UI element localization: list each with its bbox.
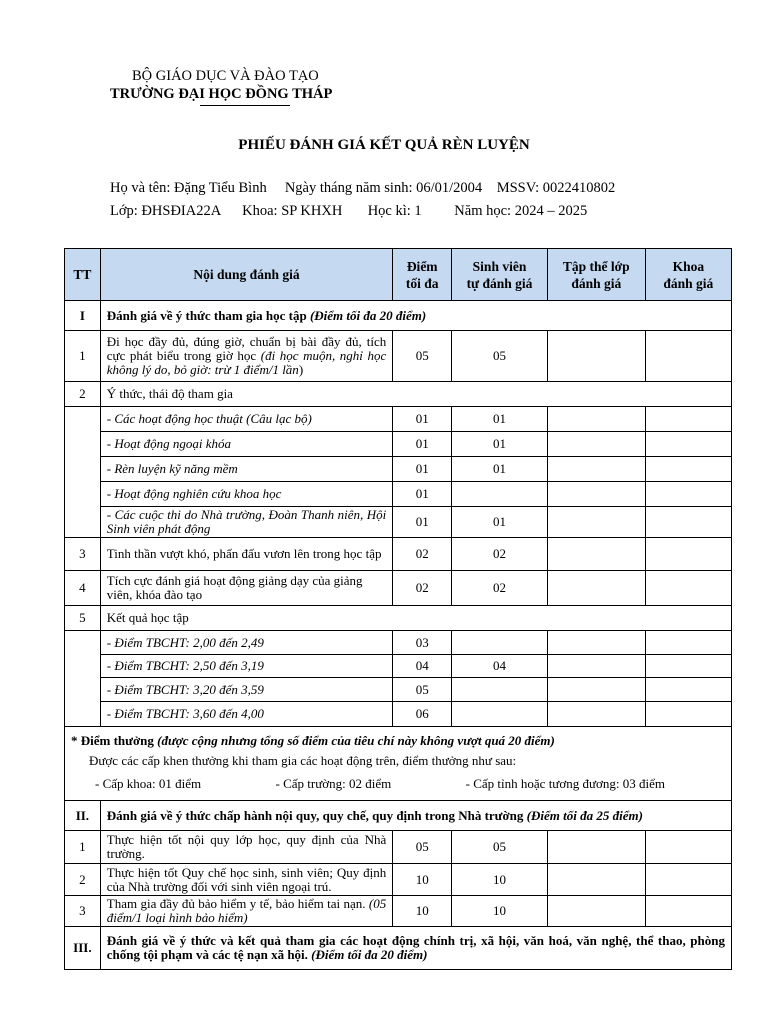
header-self	[452, 249, 548, 301]
row-max: 02	[393, 538, 452, 571]
table-row	[65, 432, 732, 457]
row-faculty-score[interactable]	[645, 896, 731, 927]
row-class-score[interactable]	[547, 538, 645, 571]
year-label: Năm học:	[454, 203, 512, 219]
header-content: Nội dung đánh giá	[100, 249, 392, 301]
row-content: Thực hiện tốt nội quy lớp học, quy định của Nhà trường.	[100, 831, 392, 864]
header-self-line2: tự đánh giá	[466, 275, 533, 291]
row-class-score[interactable]	[547, 457, 645, 482]
bonus-title-text: * Điểm thưởng	[71, 732, 154, 748]
section-2-row	[65, 801, 732, 831]
row-max: 10	[393, 864, 452, 896]
section-3-number: III.	[65, 927, 101, 970]
row-class-score[interactable]	[547, 507, 645, 538]
class-label: Lớp:	[110, 203, 138, 219]
row-class-score[interactable]	[547, 678, 645, 702]
row-max: 02	[393, 571, 452, 606]
header-max	[393, 249, 452, 301]
row-class-score[interactable]	[547, 896, 645, 927]
section-2-title-text: Đánh giá về ý thức chấp hành nội quy, quy chế, quy định trong Nhà trường	[106, 807, 524, 823]
dob-label: Ngày tháng năm sinh:	[284, 180, 413, 196]
table-row	[65, 631, 732, 655]
row-faculty-score[interactable]	[645, 831, 731, 864]
section-3-title-note: (Điểm tối đa 20 điểm)	[311, 947, 428, 962]
table-row	[65, 702, 732, 727]
row-max: 10	[393, 896, 452, 927]
row-class-score[interactable]	[547, 864, 645, 896]
row-content: Kết quả học tập	[100, 606, 731, 631]
row-faculty-score[interactable]	[645, 432, 731, 457]
row-content: Tinh thần vượt khó, phấn đấu vươn lên trong học tập	[100, 538, 392, 571]
row-note: (05 điểm/1 loại hình bảo hiểm)	[106, 896, 387, 925]
row-self: 02	[452, 538, 548, 571]
row-max: 05	[393, 678, 452, 702]
table-row	[65, 864, 732, 896]
row-content: - Điểm TBCHT: 3,60 đến 4,00	[100, 702, 392, 727]
table-row	[65, 571, 732, 606]
row-content	[100, 331, 392, 382]
row-max: 01	[393, 482, 452, 507]
row-class-score[interactable]	[547, 571, 645, 606]
row-max: 05	[393, 331, 452, 382]
section-1-title	[100, 301, 731, 331]
row-faculty-score[interactable]	[645, 631, 731, 655]
bonus-school-level: - Cấp trường: 02 điểm	[275, 775, 392, 791]
header-class-line1: Tập thể lớp	[562, 258, 630, 274]
row-class-score[interactable]	[547, 831, 645, 864]
student-faculty: SP KHXH	[281, 203, 343, 219]
row-content: Thực hiện tốt Quy chế học sinh, sinh viên; Quy định của Nhà trường đối với sinh viên ngoại trú.	[100, 864, 392, 896]
header-faculty-line2: đánh giá	[663, 275, 714, 291]
row-faculty-score[interactable]	[645, 538, 731, 571]
row-self: 02	[452, 571, 548, 606]
row-tt: 1	[65, 331, 101, 382]
table-row	[65, 655, 732, 678]
row-faculty-score[interactable]	[645, 331, 731, 382]
student-name: Đặng Tiểu Bình	[174, 180, 267, 196]
row-tt: 5	[65, 606, 101, 631]
row-note-close: )	[298, 362, 304, 377]
row-content: - Hoạt động nghiên cứu khoa học	[100, 482, 392, 507]
row-content: - Điểm TBCHT: 2,50 đến 3,19	[100, 655, 392, 678]
row-text: Tham gia đầy đủ bảo hiểm y tế, bảo hiểm tai nạn.	[106, 896, 366, 911]
header-class-line2: đánh giá	[571, 275, 622, 291]
row-class-score[interactable]	[547, 482, 645, 507]
row-self	[452, 702, 548, 727]
row-content: - Rèn luyện kỹ năng mềm	[100, 457, 392, 482]
table-header-row	[65, 249, 732, 301]
row-tt: 2	[65, 382, 101, 407]
header-self-line1: Sinh viên	[472, 258, 527, 274]
row-self: 01	[452, 457, 548, 482]
id-label: MSSV:	[496, 180, 540, 196]
row-faculty-score[interactable]	[645, 571, 731, 606]
row-tt-blank	[65, 631, 101, 727]
row-faculty-score[interactable]	[645, 702, 731, 727]
school-underline	[200, 105, 290, 106]
bonus-faculty-level: - Cấp khoa: 01 điểm	[95, 775, 202, 791]
section-1-title-note: (Điểm tối đa 20 điểm)	[309, 307, 427, 323]
row-content: Ý thức, thái độ tham gia	[100, 382, 731, 407]
row-max: 05	[393, 831, 452, 864]
row-class-score[interactable]	[547, 432, 645, 457]
row-faculty-score[interactable]	[645, 407, 731, 432]
header-max-line2: tối đa	[405, 275, 439, 291]
table-row	[65, 831, 732, 864]
row-text: Đi học đầy đủ, đúng giờ, chuẩn bị bài đầy đủ, tích cực phát biểu trong giờ học	[106, 334, 387, 363]
student-id: 0022410802	[542, 180, 616, 196]
table-row	[65, 678, 732, 702]
student-info-line-1	[110, 180, 615, 197]
document-title: PHIẾU ĐÁNH GIÁ KẾT QUẢ RÈN LUYỆN	[238, 137, 530, 153]
bonus-row	[65, 727, 732, 801]
row-max: 01	[393, 507, 452, 538]
section-3-row	[65, 927, 732, 970]
row-tt: 4	[65, 571, 101, 606]
section-1-number: I	[65, 301, 101, 331]
table-row	[65, 606, 732, 631]
student-info-line-2	[110, 203, 587, 220]
row-class-score[interactable]	[547, 407, 645, 432]
section-2-number: II.	[65, 801, 101, 831]
row-self: 01	[452, 432, 548, 457]
bonus-province-level: - Cấp tỉnh hoặc tương đương: 03 điểm	[465, 775, 665, 791]
school-name: TRƯỜNG ĐẠI HỌC ĐỒNG THÁP	[110, 86, 333, 102]
row-self	[452, 631, 548, 655]
section-2-title-note: (Điểm tối đa 25 điểm)	[526, 807, 643, 823]
row-content: Tích cực đánh giá hoạt động giảng dạy của giảng viên, khóa đào tạo	[100, 571, 392, 606]
semester-label: Học kì:	[367, 203, 411, 219]
student-dob: 06/01/2004	[416, 180, 483, 196]
row-self	[452, 482, 548, 507]
table-row	[65, 482, 732, 507]
row-max: 01	[393, 432, 452, 457]
header-faculty	[645, 249, 731, 301]
student-semester: 1	[414, 203, 422, 219]
faculty-label: Khoa:	[242, 203, 278, 219]
student-class: ĐHSĐIA22A	[141, 203, 221, 219]
header-tt: TT	[65, 249, 101, 301]
row-self: 05	[452, 331, 548, 382]
row-max: 03	[393, 631, 452, 655]
row-faculty-score[interactable]	[645, 507, 731, 538]
evaluation-table	[64, 248, 732, 970]
table-row	[65, 507, 732, 538]
row-content: - Hoạt động ngoại khóa	[100, 432, 392, 457]
row-tt: 3	[65, 896, 101, 927]
header-class	[547, 249, 645, 301]
section-2-title	[100, 801, 731, 831]
bonus-levels	[71, 772, 725, 796]
table-row	[65, 538, 732, 571]
row-tt: 1	[65, 831, 101, 864]
row-self: 01	[452, 407, 548, 432]
row-max: 01	[393, 407, 452, 432]
table-row	[65, 331, 732, 382]
row-max: 06	[393, 702, 452, 727]
name-label: Họ và tên:	[110, 180, 171, 196]
row-tt: 2	[65, 864, 101, 896]
table-row	[65, 457, 732, 482]
table-row	[65, 896, 732, 927]
student-year: 2024 – 2025	[514, 203, 588, 219]
row-faculty-score[interactable]	[645, 482, 731, 507]
row-tt-blank	[65, 407, 101, 538]
row-faculty-score[interactable]	[645, 655, 731, 678]
row-self: 05	[452, 831, 548, 864]
row-max: 01	[393, 457, 452, 482]
row-self	[452, 678, 548, 702]
row-content	[100, 896, 392, 927]
row-class-score[interactable]	[547, 702, 645, 727]
bonus-cell	[65, 727, 732, 801]
row-faculty-score[interactable]	[645, 864, 731, 896]
row-max: 04	[393, 655, 452, 678]
row-tt: 3	[65, 538, 101, 571]
section-3-title	[100, 927, 731, 970]
row-content: - Các cuộc thi do Nhà trường, Đoàn Thanh niên, Hội Sinh viên phát động	[100, 507, 392, 538]
row-class-score[interactable]	[547, 631, 645, 655]
row-self: 01	[452, 507, 548, 538]
header-max-line1: Điểm	[406, 258, 438, 274]
row-content: - Điểm TBCHT: 2,00 đến 2,49	[100, 631, 392, 655]
row-content: - Điểm TBCHT: 3,20 đến 3,59	[100, 678, 392, 702]
section-1-row	[65, 301, 732, 331]
row-class-score[interactable]	[547, 331, 645, 382]
row-faculty-score[interactable]	[645, 678, 731, 702]
bonus-title-note: (được cộng nhưng tổng số điểm của tiêu chí này không vượt quá 20 điểm)	[157, 732, 555, 748]
row-self: 04	[452, 655, 548, 678]
section-3-title-text: Đánh giá về ý thức và kết quả tham gia các hoạt động chính trị, xã hội, văn hoá, văn nghệ, thể thao, phòng chống tội phạm và các tệ nạn xã hội.	[106, 933, 725, 962]
row-class-score[interactable]	[547, 655, 645, 678]
row-note: (đi học muộn, nghỉ học không lý do, bỏ giờ: trừ 1 điểm/1 lần	[106, 348, 387, 377]
header-faculty-line1: Khoa	[672, 258, 705, 274]
bonus-title	[71, 732, 725, 750]
table-row	[65, 382, 732, 407]
row-self: 10	[452, 896, 548, 927]
row-self: 10	[452, 864, 548, 896]
table-row	[65, 407, 732, 432]
section-1-title-text: Đánh giá về ý thức tham gia học tập	[106, 307, 307, 323]
row-faculty-score[interactable]	[645, 457, 731, 482]
ministry-name: BỘ GIÁO DỤC VÀ ĐÀO TẠO	[132, 68, 319, 84]
bonus-description: Được các cấp khen thưởng khi tham gia các hoạt động trên, điểm thưởng như sau:	[89, 752, 517, 768]
row-content: - Các hoạt động học thuật (Câu lạc bộ)	[100, 407, 392, 432]
